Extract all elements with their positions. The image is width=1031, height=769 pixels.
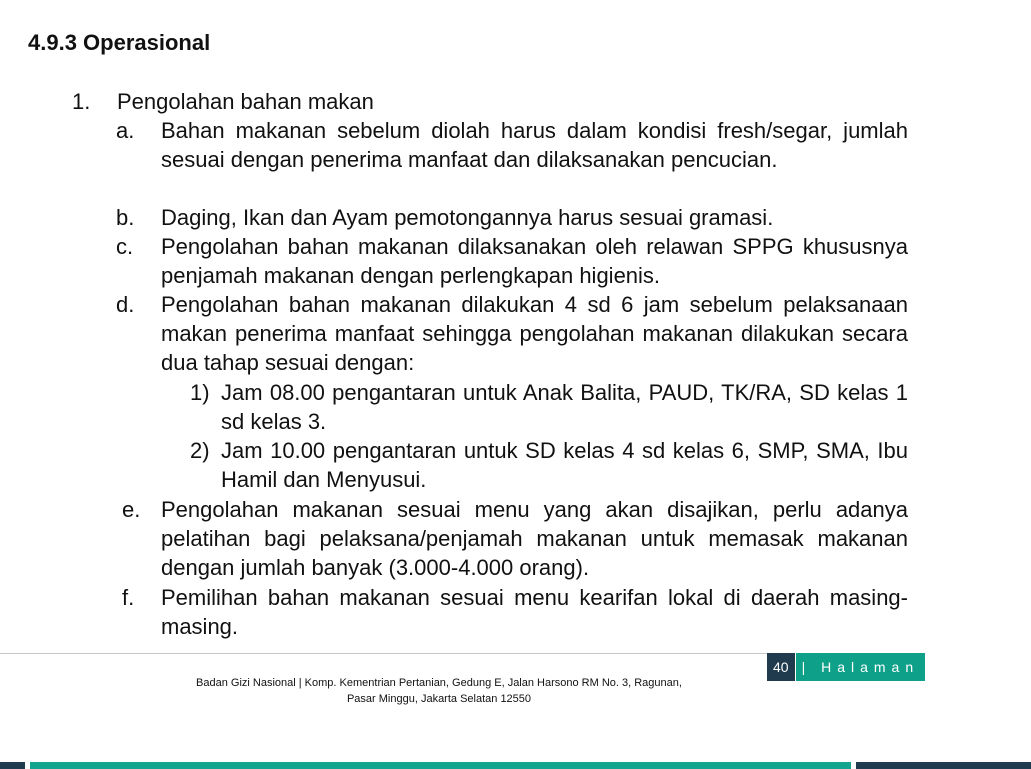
sublist-letter: b. bbox=[116, 205, 135, 230]
sublist-text: Pengolahan bahan makanan dilakukan 4 sd 6 jam sebelum pelaksanaan makan penerima manfaat sehingga pengolahan makanan dilakukan secara dua tahap sesuai dengan: bbox=[161, 292, 908, 375]
nested-number: 2) bbox=[190, 438, 210, 463]
sublist-item-d bbox=[116, 290, 908, 377]
page-number: 40 bbox=[767, 653, 796, 681]
sublist-text: Pengolahan bahan makanan dilaksanakan oleh relawan SPPG khususnya penjamah makanan dengan perlengkapan higienis. bbox=[161, 234, 908, 288]
page-label: | Halaman bbox=[796, 653, 926, 681]
nested-number: 1) bbox=[190, 380, 210, 405]
sublist-text: Daging, Ikan dan Ayam pemotongannya harus sesuai gramasi. bbox=[161, 205, 774, 230]
list-item-text: Pengolahan bahan makan bbox=[117, 89, 374, 114]
footer-address bbox=[150, 675, 728, 707]
nested-text: Jam 08.00 pengantaran untuk Anak Balita, PAUD, TK/RA, SD kelas 1 sd kelas 3. bbox=[221, 380, 908, 434]
page-indicator bbox=[767, 653, 925, 681]
sublist-letter: d. bbox=[116, 292, 135, 317]
footer-bar-middle bbox=[30, 762, 851, 769]
sublist-text: Pengolahan makanan sesuai menu yang akan disajikan, perlu adanya pelatihan bagi pelaksana/penjamah makanan untuk memasak makanan dengan jumlah banyak (3.000-4.000 orang). bbox=[161, 497, 908, 580]
footer-bar-left bbox=[0, 762, 25, 769]
sublist-text: Pemilihan bahan makanan sesuai menu kearifan lokal di daerah masing-masing. bbox=[161, 585, 908, 639]
nested-item-2 bbox=[190, 436, 908, 494]
address-line-2: Pasar Minggu, Jakarta Selatan 12550 bbox=[346, 693, 532, 705]
nested-item-1 bbox=[190, 378, 908, 436]
nested-text: Jam 10.00 pengantaran untuk SD kelas 4 sd kelas 6, SMP, SMA, Ibu Hamil dan Menyusui. bbox=[221, 438, 908, 492]
sublist-item-b bbox=[116, 203, 908, 232]
sublist-letter: e. bbox=[122, 497, 141, 522]
list-item-1 bbox=[72, 87, 374, 116]
footer-bar-right bbox=[856, 762, 1031, 769]
sublist-item-f bbox=[116, 583, 908, 641]
sublist-letter: c. bbox=[116, 234, 134, 259]
list-number: 1. bbox=[72, 89, 91, 114]
section-title: 4.9.3 Operasional bbox=[28, 30, 211, 55]
sublist-letter: f. bbox=[122, 585, 135, 610]
sublist-letter: a. bbox=[116, 118, 135, 143]
sublist-item-a bbox=[116, 116, 908, 174]
sublist-text: Bahan makanan sebelum diolah harus dalam kondisi fresh/segar, jumlah sesuai dengan penerima manfaat dan dilaksanakan pencucian. bbox=[161, 118, 908, 172]
sublist-item-e bbox=[116, 495, 908, 582]
address-line-1: Badan Gizi Nasional | Komp. Kementrian Pertanian, Gedung E, Jalan Harsono RM No. 3, Ragunan, bbox=[196, 677, 682, 689]
sublist-item-c bbox=[116, 232, 908, 290]
